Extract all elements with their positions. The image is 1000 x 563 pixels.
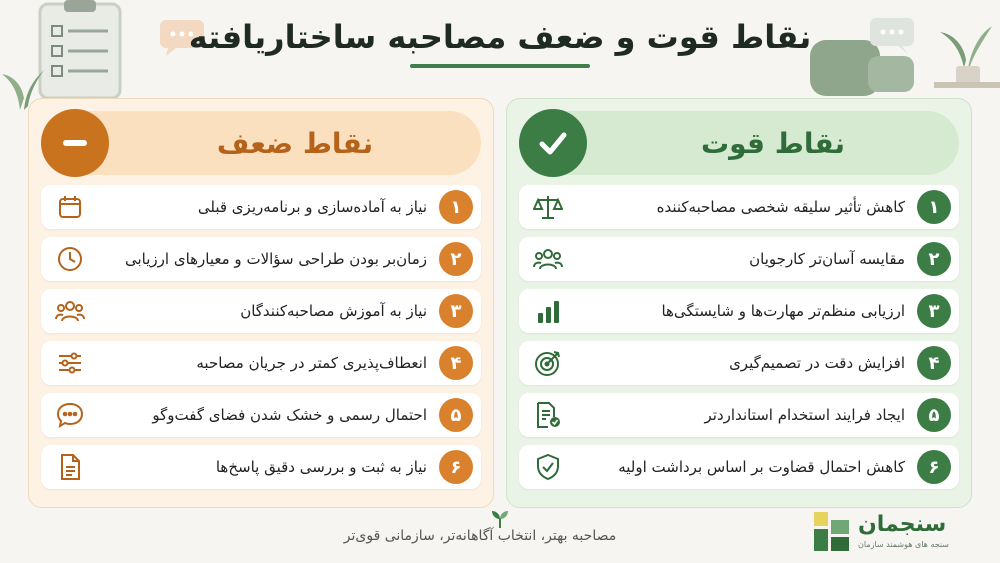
strengths-title: نقاط قوت — [700, 126, 846, 160]
calendar-icon — [55, 193, 85, 221]
row-text: افزایش دقت در تصمیم‌گیری — [729, 354, 905, 372]
row-number: ۲ — [917, 242, 951, 276]
strengths-panel — [506, 98, 972, 508]
row-text: انعطاف‌پذیری کمتر در جریان مصاحبه — [196, 354, 427, 372]
row-number: ۴ — [439, 346, 473, 380]
minus-badge — [41, 109, 109, 177]
row-text: ایجاد فرایند استخدام استانداردتر — [704, 406, 905, 424]
row-text: کاهش احتمال قضاوت بر اساس برداشت اولیه — [618, 458, 905, 476]
row-number: ۳ — [439, 294, 473, 328]
strength-row-3 — [519, 289, 959, 333]
page-title: نقاط قوت و ضعف مصاحبه ساختاریافته — [188, 18, 812, 56]
row-text: مقایسه آسان‌تر کارجویان — [749, 250, 905, 268]
strength-row-6 — [519, 445, 959, 489]
strength-row-2 — [519, 237, 959, 281]
title-underline — [410, 64, 590, 68]
document-icon — [55, 453, 85, 481]
strength-row-4 — [519, 341, 959, 385]
row-text: کاهش تأثیر سلیقه شخصی مصاحبه‌کننده — [656, 198, 905, 216]
logo-tagline: سنجه های هوشمند سازمان — [858, 540, 950, 549]
weakness-row-6 — [41, 445, 481, 489]
sprout-icon — [489, 510, 511, 528]
strengths-header — [519, 111, 959, 175]
clock-icon — [55, 245, 85, 273]
row-number: ۴ — [917, 346, 951, 380]
shield-check-icon — [533, 453, 563, 481]
weakness-row-2 — [41, 237, 481, 281]
weaknesses-panel — [28, 98, 494, 508]
row-text: نیاز به ثبت و بررسی دقیق پاسخ‌ها — [215, 458, 427, 476]
minus-icon — [57, 125, 93, 161]
row-number: ۶ — [917, 450, 951, 484]
row-number: ۳ — [917, 294, 951, 328]
people-icon — [55, 297, 85, 325]
row-number: ۲ — [439, 242, 473, 276]
target-icon — [533, 349, 563, 377]
row-text: ارزیابی منظم‌تر مهارت‌ها و شایستگی‌ها — [661, 302, 905, 320]
row-text: زمان‌بر بودن طراحی سؤالات و معیارهای ارزیابی — [124, 250, 427, 268]
weaknesses-header — [41, 111, 481, 175]
chat-bubble-icon — [55, 401, 85, 429]
row-number: ۵ — [917, 398, 951, 432]
weakness-row-1 — [41, 185, 481, 229]
row-number: ۱ — [439, 190, 473, 224]
document-check-icon — [533, 401, 563, 429]
weakness-row-4 — [41, 341, 481, 385]
scale-icon — [533, 193, 563, 221]
row-number: ۱ — [917, 190, 951, 224]
weakness-row-3 — [41, 289, 481, 333]
logo-mark — [814, 512, 852, 552]
strength-row-1 — [519, 185, 959, 229]
footer-slogan: مصاحبه بهتر، انتخاب آگاهانه‌تر، سازمانی قوی‌تر — [343, 528, 617, 544]
bar-chart-icon — [533, 297, 563, 325]
sliders-icon — [55, 349, 85, 377]
brand-logo — [814, 512, 974, 556]
row-text: نیاز به آماده‌سازی و برنامه‌ریزی قبلی — [197, 198, 427, 216]
people-icon — [533, 245, 563, 273]
strength-row-5 — [519, 393, 959, 437]
check-badge — [519, 109, 587, 177]
row-text: احتمال رسمی و خشک شدن فضای گفت‌وگو — [152, 406, 427, 424]
row-text: نیاز به آموزش مصاحبه‌کنندگان — [240, 302, 427, 320]
checkmark-icon — [534, 124, 572, 162]
weakness-row-5 — [41, 393, 481, 437]
logo-name: سنجمان — [858, 512, 947, 537]
weaknesses-title: نقاط ضعف — [216, 126, 374, 160]
row-number: ۵ — [439, 398, 473, 432]
row-number: ۶ — [439, 450, 473, 484]
